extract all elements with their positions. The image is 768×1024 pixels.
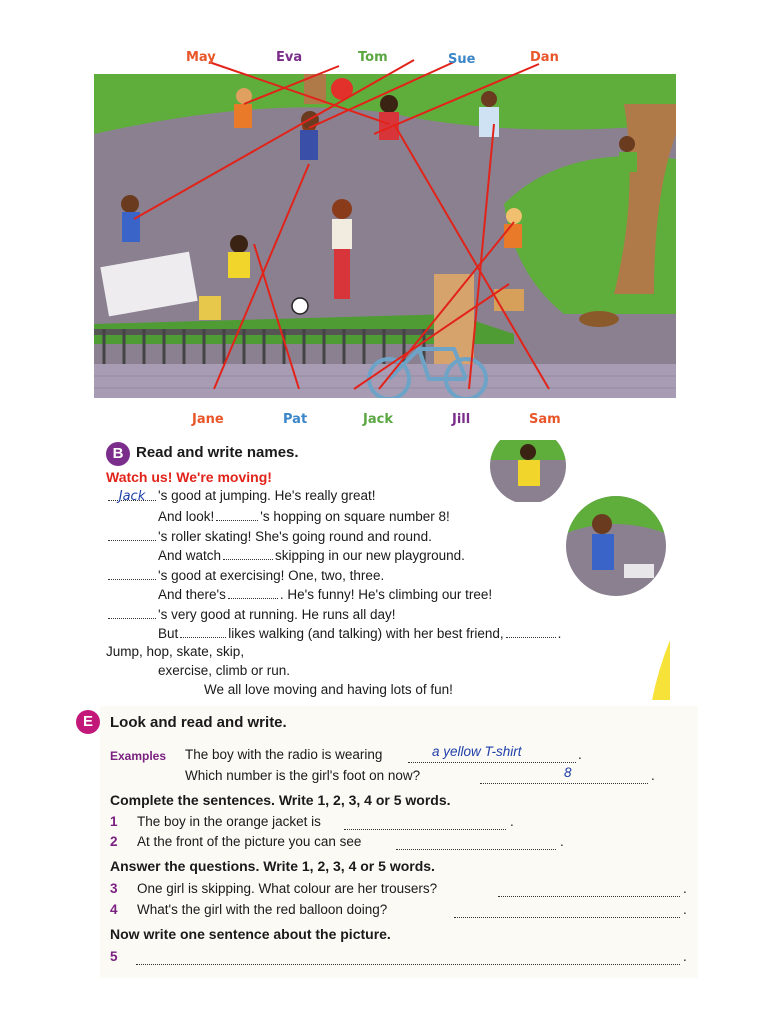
section-b-badge: B (106, 442, 130, 466)
poem-line-8 (158, 625, 561, 641)
question-1-period: . (510, 814, 514, 829)
poem-line-2a: And look! (158, 509, 215, 524)
playground-scene (94, 44, 676, 398)
inset-boy-picture (488, 440, 568, 502)
answer-1-handwritten: Jack (118, 489, 146, 504)
question-4-period: . (683, 902, 687, 917)
poem-title: Watch us! We're moving! (106, 469, 272, 485)
name-label-dan: Dan (530, 50, 559, 65)
question-2-answer-line[interactable] (396, 848, 556, 850)
question-3-text: One girl is skipping. What colour are her trousers? (137, 881, 438, 896)
answer-blank-9[interactable] (506, 625, 556, 638)
section-e-badge: E (76, 710, 100, 734)
example-1-answer-line[interactable] (408, 761, 576, 763)
question-1-text: The boy in the orange jacket is (137, 814, 321, 829)
poem-line-6 (158, 586, 492, 602)
answer-blank-5[interactable] (108, 567, 156, 580)
poem-line-10: exercise, climb or run. (158, 663, 291, 678)
part3-heading: Now write one sentence about the picture. (110, 926, 391, 942)
answer-blank-8[interactable] (180, 625, 226, 638)
example-2-answer: 8 (564, 765, 572, 780)
examples-label: Examples (110, 749, 167, 763)
name-label-jack: Jack (363, 412, 393, 427)
example-1-question: The boy with the radio is wearing (185, 747, 383, 762)
poem-line-4 (158, 547, 465, 563)
question-5-answer-line[interactable] (136, 963, 680, 965)
answer-blank-1[interactable] (108, 488, 156, 504)
poem-line-8c: . (557, 626, 562, 641)
question-4-text: What's the girl with the red balloon doing? (137, 902, 388, 917)
poem-line-2b: 's hopping on square number 8! (260, 509, 450, 524)
example-2-answer-line[interactable] (480, 782, 648, 784)
answer-blank-4[interactable] (223, 547, 273, 560)
example-1-answer: a yellow T-shirt (432, 744, 522, 759)
poem-line-6b: . He's funny! He's climbing our tree! (279, 587, 493, 602)
poem-line-3-text: 's roller skating! She's going round and round. (158, 529, 432, 544)
name-label-sam: Sam (529, 412, 561, 427)
answer-blank-7[interactable] (108, 606, 156, 619)
name-label-jill: Jill (452, 412, 471, 427)
question-2-text: At the front of the picture you can see (137, 834, 362, 849)
poem-line-1-text: 's good at jumping. He's really great! (158, 488, 376, 503)
answer-blank-6[interactable] (228, 586, 278, 599)
section-e-look-read-write (82, 706, 698, 978)
poem-line-8b: likes walking (and talking) with her best friend, (228, 626, 504, 641)
poem-line-5-text: 's good at exercising! One, two, three. (158, 568, 385, 583)
poem-line-9: Jump, hop, skate, skip, (106, 644, 245, 659)
question-1-number: 1 (110, 814, 118, 829)
poem-line-4a: And watch (158, 548, 222, 563)
poem-line-5 (106, 567, 384, 583)
name-label-pat: Pat (283, 412, 308, 427)
question-5-number: 5 (110, 949, 118, 964)
part2-heading: Answer the questions. Write 1, 2, 3, 4 or 5 words. (110, 858, 435, 874)
poem-line-4b: skipping in our new playground. (275, 548, 465, 563)
question-3-number: 3 (110, 881, 118, 896)
name-label-tom: Tom (358, 50, 388, 65)
name-label-jane: Jane (192, 412, 224, 427)
playground-picture (94, 44, 676, 398)
yellow-swoosh-decoration (644, 640, 670, 700)
question-3-period: . (683, 881, 687, 896)
question-4-number: 4 (110, 902, 118, 917)
poem-line-7-text: 's very good at running. He runs all day! (158, 607, 396, 622)
poem-line-11: We all love moving and having lots of fun! (204, 682, 453, 697)
question-2-number: 2 (110, 834, 118, 849)
question-4-answer-line[interactable] (454, 916, 680, 918)
answer-blank-3[interactable] (108, 528, 156, 541)
question-1-answer-line[interactable] (344, 828, 506, 830)
poem-line-3 (106, 528, 432, 544)
name-label-sue: Sue (448, 52, 476, 67)
answer-blank-2[interactable] (216, 508, 258, 521)
section-e-heading: Look and read and write. (110, 714, 287, 731)
poem-line-7 (106, 606, 395, 622)
poem-line-8a: But (158, 626, 179, 641)
poem-line-6a: And there's (158, 587, 226, 602)
question-2-period: . (560, 834, 564, 849)
poem-line-1 (106, 488, 376, 503)
question-3-answer-line[interactable] (498, 895, 680, 897)
poem-line-2 (158, 508, 450, 524)
section-b-read-and-write-names (104, 440, 670, 702)
inset-girl-picture (564, 494, 668, 598)
example-1-period: . (578, 747, 582, 762)
part1-heading: Complete the sentences. Write 1, 2, 3, 4 or 5 words. (110, 792, 451, 808)
name-label-may: May (186, 50, 216, 65)
section-b-heading: Read and write names. (136, 444, 299, 461)
name-label-eva: Eva (276, 50, 303, 65)
example-2-period: . (651, 768, 655, 783)
example-2-question: Which number is the girl's foot on now? (185, 768, 421, 783)
question-5-period: . (683, 949, 687, 964)
